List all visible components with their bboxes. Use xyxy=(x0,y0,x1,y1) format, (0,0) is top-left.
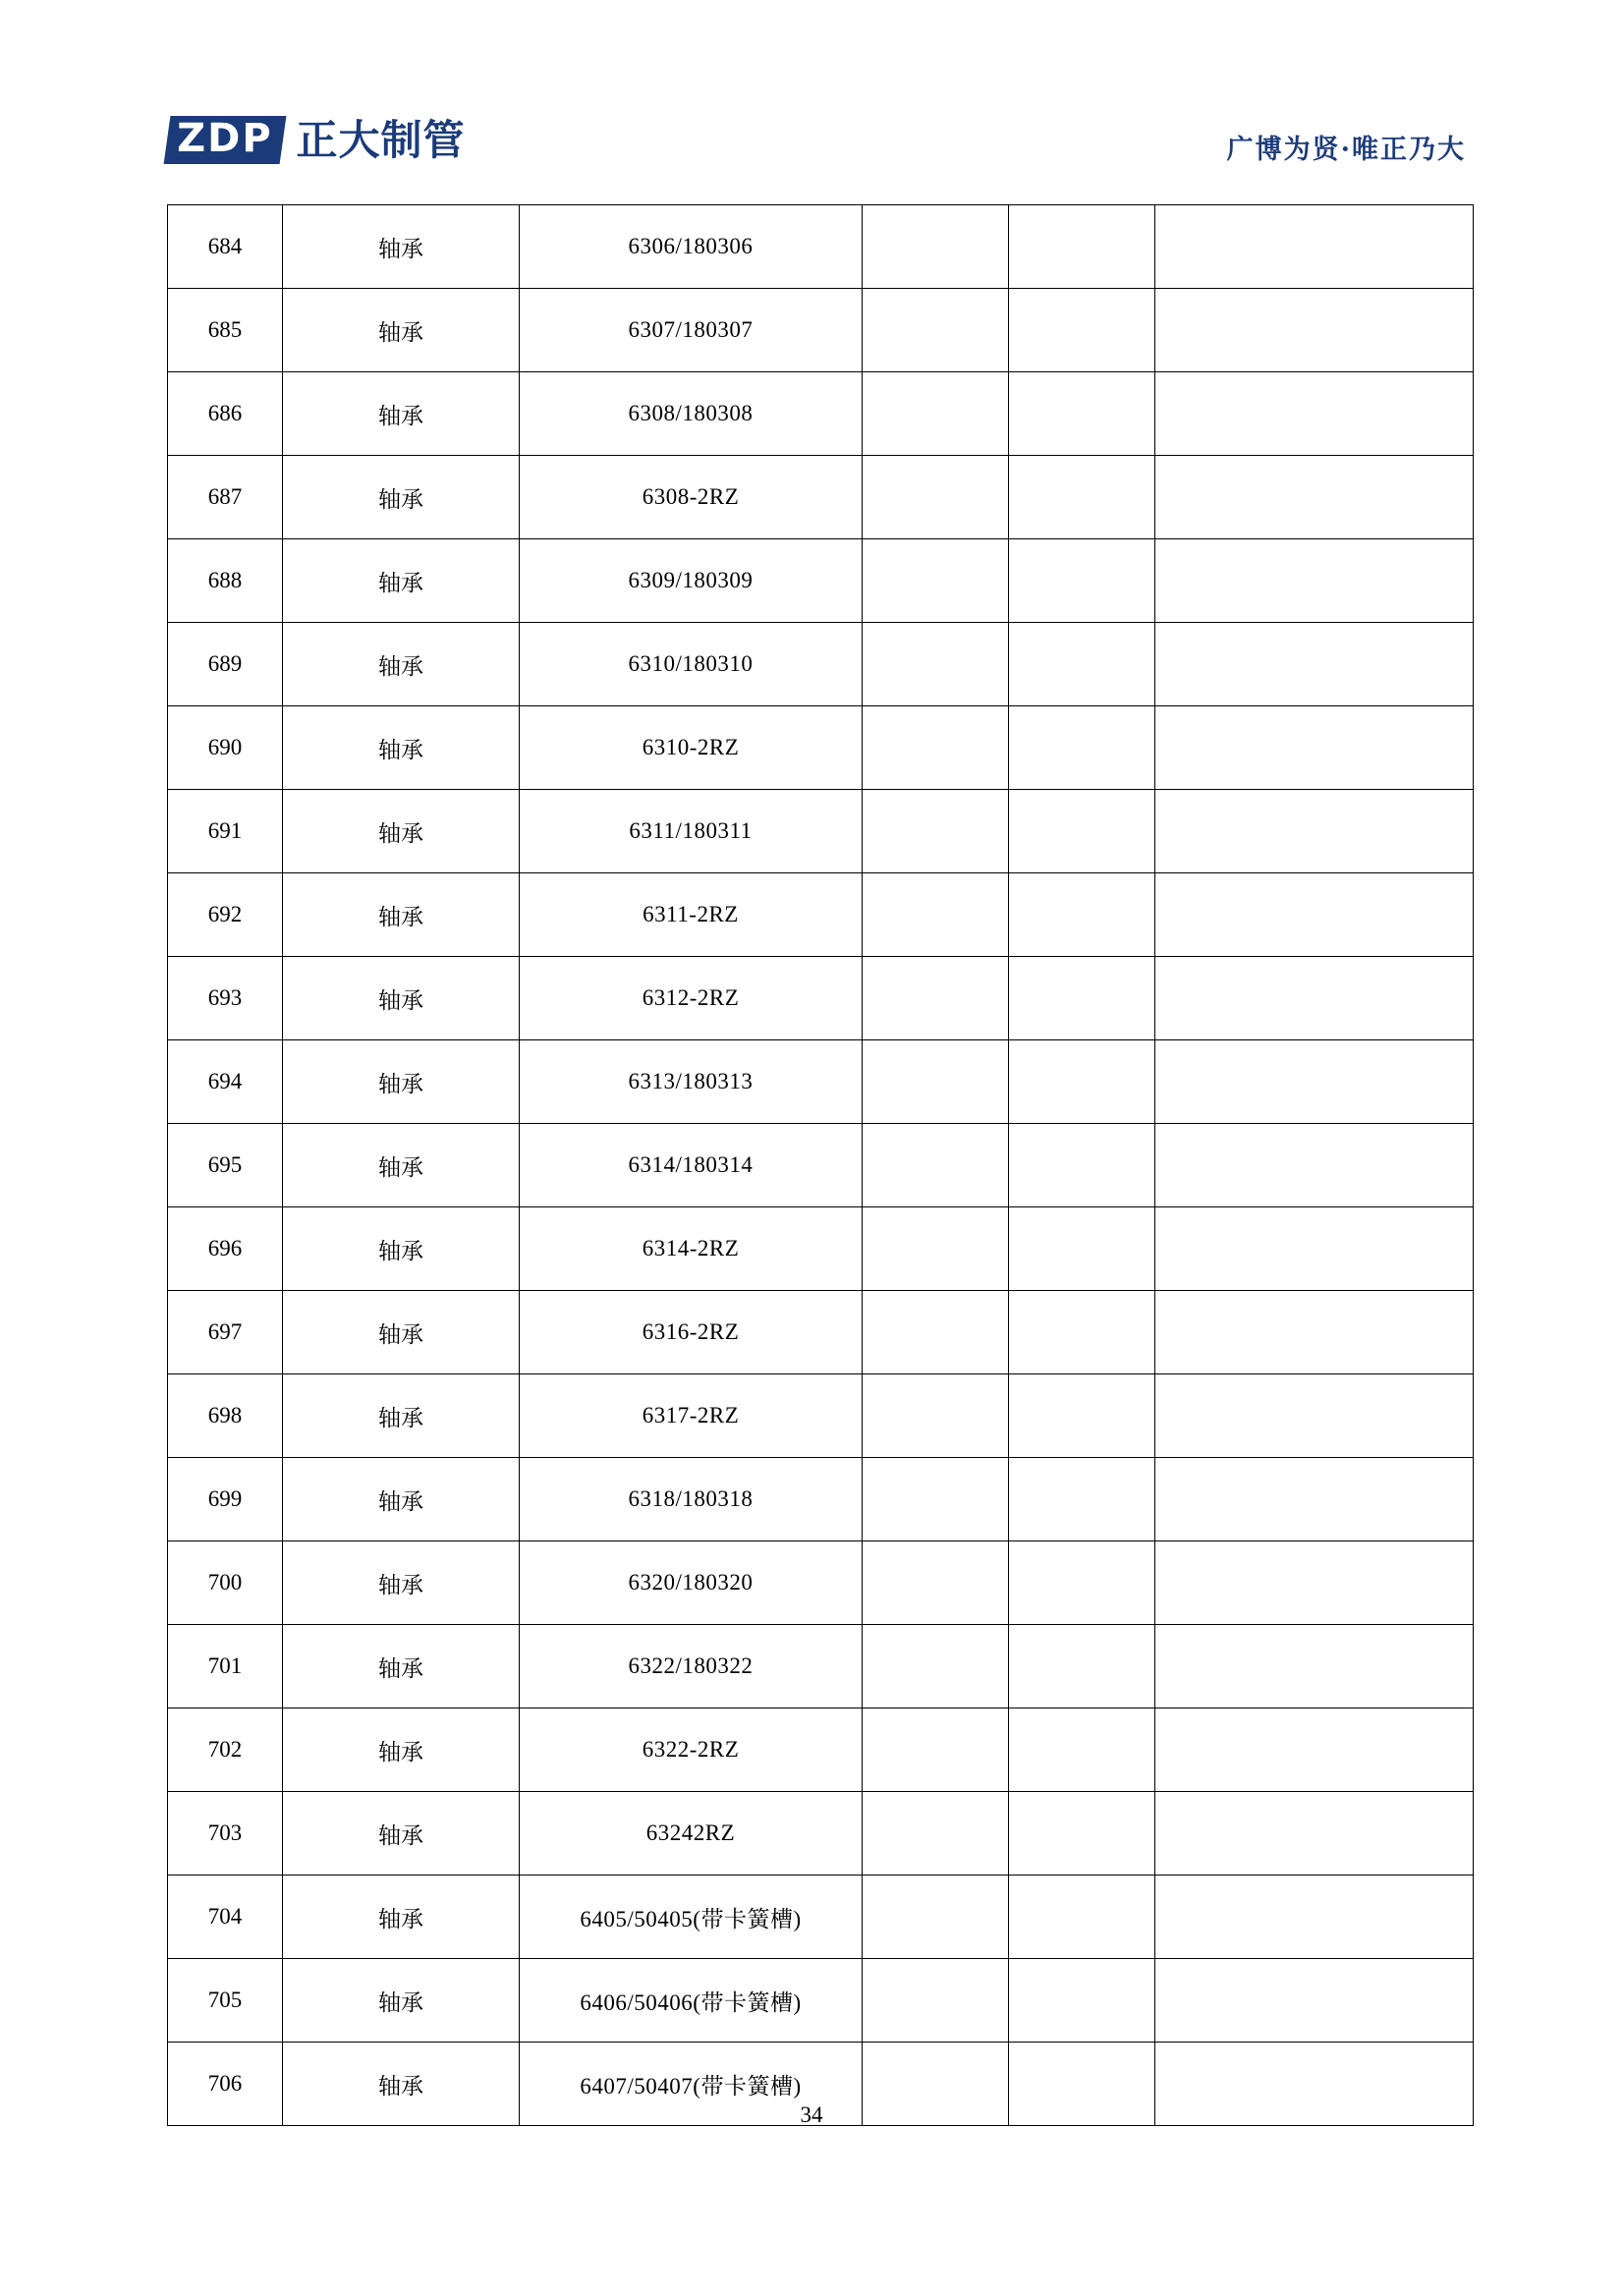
cell-unit xyxy=(863,1708,1009,1792)
cell-name: 轴承 xyxy=(283,1792,520,1876)
cell-note xyxy=(1155,1541,1474,1625)
cell-name: 轴承 xyxy=(283,372,520,456)
cell-name: 轴承 xyxy=(283,2043,520,2126)
table-row xyxy=(168,623,1474,706)
cell-note xyxy=(1155,1040,1474,1124)
cell-unit xyxy=(863,1792,1009,1876)
cell-spec: 6308-2RZ xyxy=(520,456,863,539)
table-row xyxy=(168,1040,1474,1124)
cell-no: 689 xyxy=(168,623,283,706)
cell-no: 704 xyxy=(168,1876,283,1959)
table-row xyxy=(168,1876,1474,1959)
cell-qty xyxy=(1009,1207,1155,1291)
cell-unit xyxy=(863,623,1009,706)
cell-name: 轴承 xyxy=(283,1040,520,1124)
table-row xyxy=(168,1207,1474,1291)
cell-unit xyxy=(863,1124,1009,1207)
cell-qty xyxy=(1009,957,1155,1040)
cell-unit xyxy=(863,790,1009,873)
cell-no: 692 xyxy=(168,873,283,957)
table-row xyxy=(168,1124,1474,1207)
cell-name: 轴承 xyxy=(283,539,520,623)
table-row xyxy=(168,1708,1474,1792)
cell-spec: 6322/180322 xyxy=(520,1625,863,1708)
cell-no: 695 xyxy=(168,1124,283,1207)
logo-company-name: 正大制管 xyxy=(296,115,466,164)
cell-no: 691 xyxy=(168,790,283,873)
cell-qty xyxy=(1009,1708,1155,1792)
table-row xyxy=(168,1291,1474,1374)
table-row xyxy=(168,1541,1474,1625)
cell-no: 696 xyxy=(168,1207,283,1291)
table-row xyxy=(168,706,1474,790)
table-row xyxy=(168,205,1474,289)
cell-unit xyxy=(863,539,1009,623)
cell-name: 轴承 xyxy=(283,1876,520,1959)
cell-qty xyxy=(1009,1291,1155,1374)
cell-name: 轴承 xyxy=(283,706,520,790)
cell-qty xyxy=(1009,1458,1155,1541)
cell-note xyxy=(1155,289,1474,372)
cell-name: 轴承 xyxy=(283,1541,520,1625)
cell-no: 702 xyxy=(168,1708,283,1792)
cell-note xyxy=(1155,790,1474,873)
logo-mark-icon xyxy=(164,116,286,164)
cell-no: 688 xyxy=(168,539,283,623)
cell-note xyxy=(1155,873,1474,957)
cell-spec: 6310/180310 xyxy=(520,623,863,706)
cell-no: 701 xyxy=(168,1625,283,1708)
table-row xyxy=(168,456,1474,539)
table-row xyxy=(168,539,1474,623)
parts-table-body xyxy=(168,205,1474,2126)
cell-spec: 6310-2RZ xyxy=(520,706,863,790)
company-slogan: 广博为贤·唯正乃大 xyxy=(1226,135,1466,165)
cell-qty xyxy=(1009,1124,1155,1207)
cell-spec: 6314/180314 xyxy=(520,1124,863,1207)
cell-qty xyxy=(1009,790,1155,873)
table-row xyxy=(168,1792,1474,1876)
cell-unit xyxy=(863,1207,1009,1291)
cell-note xyxy=(1155,1625,1474,1708)
cell-spec: 6307/180307 xyxy=(520,289,863,372)
table-row xyxy=(168,790,1474,873)
cell-no: 686 xyxy=(168,372,283,456)
cell-name: 轴承 xyxy=(283,289,520,372)
cell-note xyxy=(1155,1792,1474,1876)
cell-note xyxy=(1155,623,1474,706)
cell-unit xyxy=(863,1959,1009,2043)
cell-note xyxy=(1155,1959,1474,2043)
cell-qty xyxy=(1009,1374,1155,1458)
cell-spec: 6311-2RZ xyxy=(520,873,863,957)
parts-table-container xyxy=(167,204,1474,2126)
table-row xyxy=(168,1458,1474,1541)
cell-unit xyxy=(863,205,1009,289)
cell-spec: 6320/180320 xyxy=(520,1541,863,1625)
cell-no: 694 xyxy=(168,1040,283,1124)
cell-spec: 6405/50405(带卡簧槽) xyxy=(520,1876,863,1959)
page-header xyxy=(167,116,1466,185)
cell-qty xyxy=(1009,1959,1155,2043)
cell-qty xyxy=(1009,1541,1155,1625)
cell-qty xyxy=(1009,456,1155,539)
page-number: 34 xyxy=(800,2102,823,2127)
table-row xyxy=(168,1374,1474,1458)
cell-note xyxy=(1155,205,1474,289)
cell-no: 690 xyxy=(168,706,283,790)
table-row xyxy=(168,1959,1474,2043)
cell-qty xyxy=(1009,1040,1155,1124)
cell-unit xyxy=(863,957,1009,1040)
cell-unit xyxy=(863,873,1009,957)
cell-qty xyxy=(1009,706,1155,790)
company-logo xyxy=(167,116,466,164)
cell-name: 轴承 xyxy=(283,1124,520,1207)
cell-name: 轴承 xyxy=(283,1959,520,2043)
cell-spec: 6316-2RZ xyxy=(520,1291,863,1374)
cell-spec: 6311/180311 xyxy=(520,790,863,873)
cell-unit xyxy=(863,1374,1009,1458)
cell-note xyxy=(1155,1124,1474,1207)
cell-unit xyxy=(863,1625,1009,1708)
cell-note xyxy=(1155,456,1474,539)
cell-note xyxy=(1155,372,1474,456)
cell-qty xyxy=(1009,1625,1155,1708)
table-row xyxy=(168,873,1474,957)
cell-no: 699 xyxy=(168,1458,283,1541)
cell-spec: 6309/180309 xyxy=(520,539,863,623)
cell-name: 轴承 xyxy=(283,1458,520,1541)
parts-table xyxy=(167,204,1474,2126)
table-row xyxy=(168,372,1474,456)
cell-name: 轴承 xyxy=(283,623,520,706)
cell-spec: 6322-2RZ xyxy=(520,1708,863,1792)
cell-name: 轴承 xyxy=(283,1207,520,1291)
cell-unit xyxy=(863,1876,1009,1959)
cell-qty xyxy=(1009,1876,1155,1959)
cell-qty xyxy=(1009,289,1155,372)
cell-unit xyxy=(863,1541,1009,1625)
table-row xyxy=(168,957,1474,1040)
table-row xyxy=(168,289,1474,372)
cell-spec: 6313/180313 xyxy=(520,1040,863,1124)
cell-spec: 6318/180318 xyxy=(520,1458,863,1541)
cell-spec: 63242RZ xyxy=(520,1792,863,1876)
cell-note xyxy=(1155,1207,1474,1291)
cell-spec: 6312-2RZ xyxy=(520,957,863,1040)
cell-name: 轴承 xyxy=(283,205,520,289)
cell-unit xyxy=(863,372,1009,456)
cell-name: 轴承 xyxy=(283,1374,520,1458)
cell-no: 698 xyxy=(168,1374,283,1458)
cell-note xyxy=(1155,1876,1474,1959)
cell-spec: 6314-2RZ xyxy=(520,1207,863,1291)
cell-no: 685 xyxy=(168,289,283,372)
cell-name: 轴承 xyxy=(283,957,520,1040)
cell-note xyxy=(1155,1708,1474,1792)
cell-name: 轴承 xyxy=(283,1708,520,1792)
cell-unit xyxy=(863,456,1009,539)
cell-note xyxy=(1155,1374,1474,1458)
cell-note xyxy=(1155,1291,1474,1374)
cell-name: 轴承 xyxy=(283,456,520,539)
cell-qty xyxy=(1009,623,1155,706)
cell-spec: 6306/180306 xyxy=(520,205,863,289)
cell-qty xyxy=(1009,539,1155,623)
cell-no: 706 xyxy=(168,2043,283,2126)
cell-name: 轴承 xyxy=(283,873,520,957)
cell-no: 693 xyxy=(168,957,283,1040)
cell-note xyxy=(1155,1458,1474,1541)
cell-note xyxy=(1155,957,1474,1040)
cell-unit xyxy=(863,706,1009,790)
cell-name: 轴承 xyxy=(283,1625,520,1708)
cell-qty xyxy=(1009,205,1155,289)
cell-name: 轴承 xyxy=(283,790,520,873)
logo-mark-text: ZDP xyxy=(177,116,273,161)
cell-no: 697 xyxy=(168,1291,283,1374)
cell-qty xyxy=(1009,873,1155,957)
cell-spec: 6308/180308 xyxy=(520,372,863,456)
cell-unit xyxy=(863,1458,1009,1541)
cell-no: 700 xyxy=(168,1541,283,1625)
cell-spec: 6407/50407(带卡簧槽) xyxy=(520,2043,863,2126)
cell-note xyxy=(1155,706,1474,790)
cell-qty xyxy=(1009,1792,1155,1876)
cell-unit xyxy=(863,1291,1009,1374)
cell-unit xyxy=(863,1040,1009,1124)
cell-note xyxy=(1155,539,1474,623)
cell-no: 705 xyxy=(168,1959,283,2043)
cell-spec: 6406/50406(带卡簧槽) xyxy=(520,1959,863,2043)
cell-name: 轴承 xyxy=(283,1291,520,1374)
cell-no: 684 xyxy=(168,205,283,289)
cell-qty xyxy=(1009,372,1155,456)
cell-no: 703 xyxy=(168,1792,283,1876)
cell-spec: 6317-2RZ xyxy=(520,1374,863,1458)
cell-no: 687 xyxy=(168,456,283,539)
cell-unit xyxy=(863,289,1009,372)
table-row xyxy=(168,1625,1474,1708)
